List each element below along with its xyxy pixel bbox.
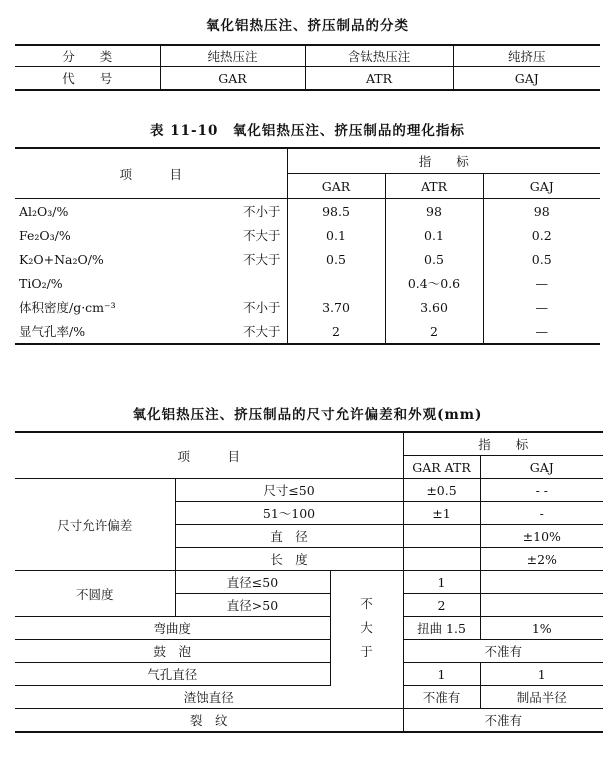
table-cell: GAJ — [453, 67, 600, 91]
row-item: 渣蚀直径 — [15, 686, 403, 709]
row-item: TiO₂/% — [19, 275, 63, 291]
header-code: ATR — [385, 174, 483, 199]
table-cell: — — [483, 271, 600, 295]
table-cell: 纯热压注 — [160, 45, 305, 67]
table-row — [15, 199, 600, 224]
table-cell: ±10% — [480, 525, 603, 548]
table-cell: ±0.5 — [403, 479, 480, 502]
table-cell: 0.1 — [287, 223, 385, 247]
row-item: 鼓 泡 — [15, 640, 330, 663]
table1-title: 氧化铝热压注、挤压制品的分类 — [206, 18, 409, 34]
table-row — [15, 45, 600, 67]
table2-title: 表 11-10 氧化铝热压注、挤压制品的理化指标 — [150, 123, 465, 139]
table-cell: 代 号 — [62, 71, 113, 86]
table-cell: 扭曲 1.5 — [403, 617, 480, 640]
row-item: 直径≤50 — [175, 571, 330, 594]
table-cell: - — [480, 502, 603, 525]
properties-table — [15, 147, 600, 345]
table-cell: 纯挤压 — [453, 45, 600, 67]
table-cell: 3.60 — [385, 295, 483, 319]
table-row — [15, 223, 600, 247]
row-condition: 不大于 — [242, 324, 281, 339]
row-item: Al₂O₃/% — [19, 203, 69, 219]
classification-table — [15, 44, 600, 91]
table-row — [15, 686, 603, 709]
row-item: Fe₂O₃/% — [19, 227, 71, 243]
table-row — [15, 271, 600, 295]
table-cell — [403, 548, 480, 571]
table-row — [15, 571, 603, 594]
table-cell: 0.1 — [385, 223, 483, 247]
round-group-label: 不圆度 — [15, 571, 175, 617]
row-item: 弯曲度 — [15, 617, 330, 640]
table-cell: 0.5 — [483, 247, 600, 271]
table-cell: 0.5 — [287, 247, 385, 271]
table-cell: 1 — [480, 663, 603, 686]
row-item: 裂 纹 — [190, 713, 228, 728]
row-item: 51～100 — [175, 502, 403, 525]
header-code: GAJ — [480, 456, 603, 479]
table-cell: 98 — [385, 199, 483, 224]
row-item: 直径>50 — [175, 594, 330, 617]
row-item: K₂O+Na₂O/% — [19, 251, 104, 267]
table-cell: 不准有 — [403, 640, 603, 663]
table-header-row — [15, 148, 600, 174]
table-row — [15, 319, 600, 344]
header-index: 指 标 — [287, 148, 600, 174]
row-item: 直 径 — [175, 525, 403, 548]
header-code: GAJ — [483, 174, 600, 199]
table-cell: 0.2 — [483, 223, 600, 247]
dim-group-label: 尺寸允许偏差 — [15, 479, 175, 571]
tolerance-table — [15, 431, 603, 733]
table-row — [15, 67, 600, 91]
not-greater-label: 不 大 于 — [330, 571, 403, 686]
row-condition: 不大于 — [242, 228, 281, 243]
table-cell: 不准有 — [403, 709, 603, 733]
table-cell: 0.5 — [385, 247, 483, 271]
table-cell: 2 — [385, 319, 483, 344]
table-cell: 不准有 — [403, 686, 480, 709]
header-index: 指 标 — [403, 432, 603, 456]
table-row — [15, 295, 600, 319]
header-code: GAR — [287, 174, 385, 199]
table-row — [15, 709, 603, 733]
table-cell: 1 — [403, 663, 480, 686]
table-row — [15, 640, 603, 663]
row-condition: 不小于 — [242, 204, 281, 219]
table-cell: ±1 — [403, 502, 480, 525]
header-item: 项 目 — [15, 432, 403, 479]
table-cell: 2 — [287, 319, 385, 344]
table-row — [15, 479, 603, 502]
table-cell: 分 类 — [15, 45, 160, 67]
row-condition: 不小于 — [242, 300, 281, 315]
table3-title: 氧化铝热压注、挤压制品的尺寸允许偏差和外观(mm) — [132, 407, 483, 423]
table-cell: 98.5 — [287, 199, 385, 224]
table-row — [15, 617, 603, 640]
header-code: GAR ATR — [403, 456, 480, 479]
table-cell: — — [483, 319, 600, 344]
table-cell: ±2% — [480, 548, 603, 571]
table-cell: ATR — [305, 67, 453, 91]
table-cell: 0.4～0.6 — [385, 271, 483, 295]
table-cell — [287, 271, 385, 295]
row-item: 体积密度/g·cm⁻³ — [19, 300, 116, 315]
table-row — [15, 663, 603, 686]
row-item: 长 度 — [175, 548, 403, 571]
row-item: 气孔直径 — [15, 663, 330, 686]
table-cell: 制品半径 — [480, 686, 603, 709]
table-header-row — [15, 432, 603, 456]
table-cell: — — [483, 295, 600, 319]
table-row — [15, 247, 600, 271]
table-cell: GAR — [160, 67, 305, 91]
table-cell: 1 — [403, 571, 480, 594]
row-item: 显气孔率/% — [19, 324, 86, 339]
table-cell: 3.70 — [287, 295, 385, 319]
header-item: 项 目 — [15, 148, 287, 199]
table-cell: 1% — [480, 617, 603, 640]
table-cell — [403, 525, 480, 548]
table-cell: - - — [480, 479, 603, 502]
row-item: 尺寸≤50 — [175, 479, 403, 502]
row-condition — [205, 271, 287, 295]
table-cell: 2 — [403, 594, 480, 617]
row-condition: 不大于 — [242, 252, 281, 267]
table-cell: 98 — [483, 199, 600, 224]
table-cell — [480, 594, 603, 617]
table-cell — [480, 571, 603, 594]
table-cell: 含钛热压注 — [305, 45, 453, 67]
